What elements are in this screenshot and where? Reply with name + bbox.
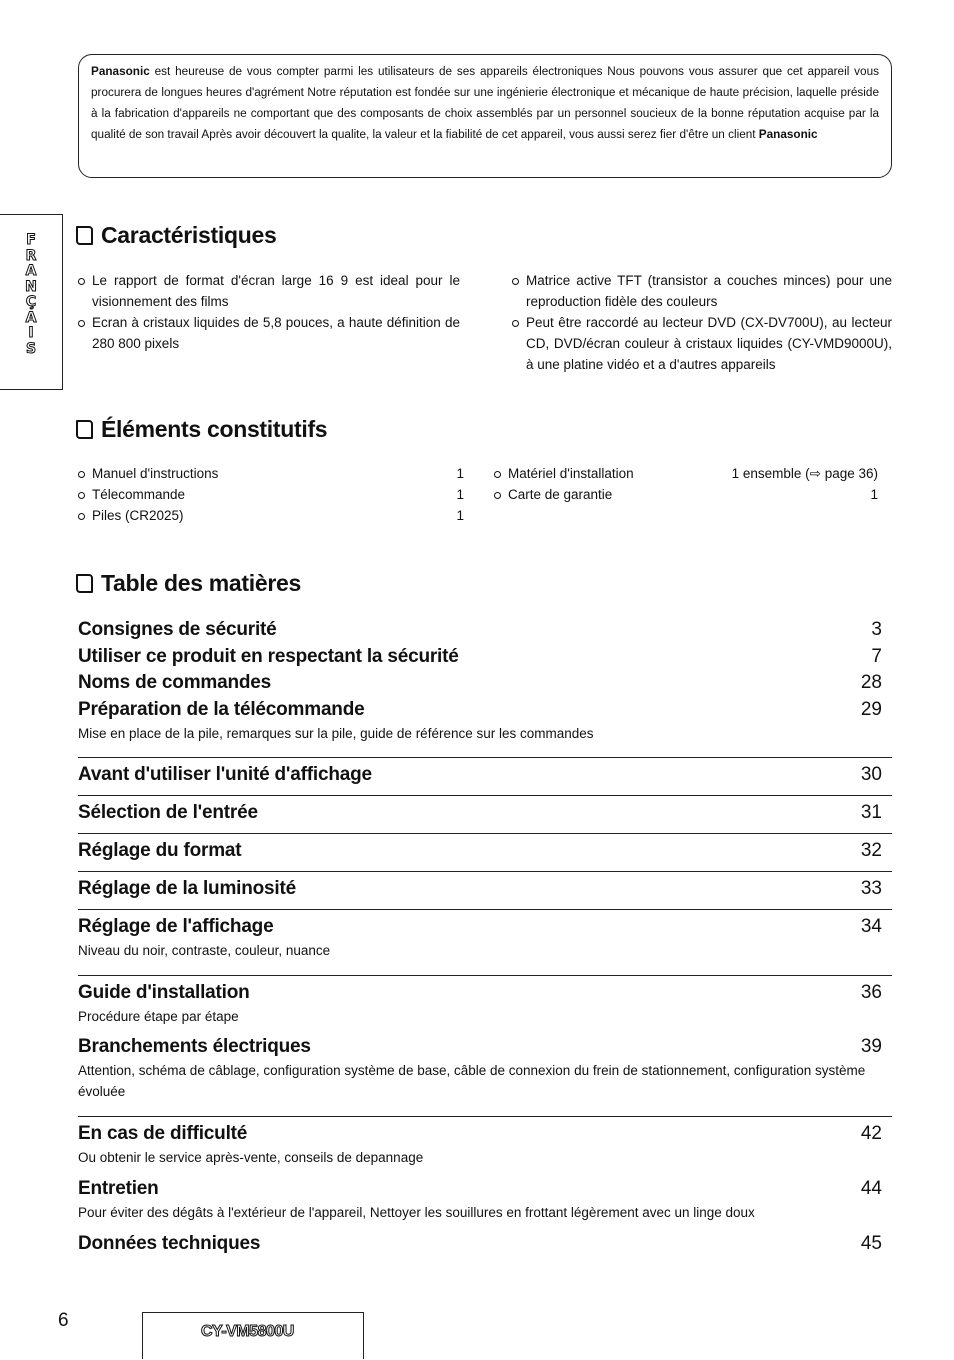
divider xyxy=(78,909,892,910)
toc-entry[interactable] xyxy=(78,840,892,862)
toc-entry[interactable] xyxy=(78,1123,892,1168)
toc-entry-title: Préparation de la télécommande xyxy=(78,699,365,720)
lang-letter: A xyxy=(25,309,37,326)
box-icon xyxy=(76,226,93,245)
page-number: 6 xyxy=(58,1310,69,1331)
divider xyxy=(78,795,892,796)
toc-entry-page: 3 xyxy=(871,619,882,640)
toc-entry-page: 44 xyxy=(860,1178,882,1199)
component-item xyxy=(494,484,878,505)
divider xyxy=(78,871,892,872)
lang-letter: R xyxy=(25,247,37,264)
toc-entry-title: Consignes de sécurité xyxy=(78,619,277,640)
component-qty: 1 xyxy=(456,487,464,502)
toc-entry-page: 39 xyxy=(860,1036,882,1057)
toc-entry-description: Procédure étape par étape xyxy=(78,1009,239,1024)
toc-entry[interactable] xyxy=(78,1036,892,1102)
toc-entry-title: Sélection de l'entrée xyxy=(78,802,258,823)
toc-entry-title: Réglage du format xyxy=(78,840,242,861)
toc-entry[interactable] xyxy=(78,672,892,694)
component-qty: 1 xyxy=(456,466,464,481)
lang-letter: I xyxy=(28,325,34,341)
component-item xyxy=(78,484,464,505)
toc-entry[interactable] xyxy=(78,878,892,900)
toc-entry-page: 28 xyxy=(860,672,882,693)
toc-entry-title: Utiliser ce produit en respectant la sécurité xyxy=(78,646,459,667)
toc-entry-page: 34 xyxy=(860,916,882,937)
divider xyxy=(78,975,892,976)
toc-entry-title: Entretien xyxy=(78,1178,159,1199)
component-name: Matériel d'installation xyxy=(508,466,634,481)
toc-entry[interactable] xyxy=(78,1178,892,1223)
brand-name-end: Panasonic xyxy=(758,128,818,141)
toc-entry-title: Branchements électriques xyxy=(78,1036,311,1057)
feature-item: Ecran à cristaux liquides de 5,8 pouces, a haute définition de 280 800 pixels xyxy=(78,312,460,354)
toc-entry-page: 45 xyxy=(860,1233,882,1254)
toc-entry-page: 36 xyxy=(860,982,882,1003)
components-heading xyxy=(76,416,327,443)
toc-entry[interactable] xyxy=(78,802,892,824)
box-icon xyxy=(76,574,93,593)
toc-entry[interactable] xyxy=(78,916,892,961)
toc-entry-page: 29 xyxy=(860,699,882,720)
toc-heading xyxy=(76,570,301,597)
intro-box xyxy=(78,54,892,178)
toc-entry-title: Réglage de la luminosité xyxy=(78,878,296,899)
feature-item: Peut être raccordé au lecteur DVD (CX-DV700U), au lecteur CD, DVD/écran couleur à cristaux liquides (CY-VMD9000U), à une platine vidéo et a d'autres appareils xyxy=(512,312,892,375)
toc-entry-description: Mise en place de la pile, remarques sur la pile, guide de référence sur les commandes xyxy=(78,726,594,741)
lang-letter: N xyxy=(25,278,37,295)
features-heading xyxy=(76,222,276,249)
box-icon xyxy=(76,420,93,439)
features-list-right xyxy=(512,270,892,375)
toc-entry-title: Données techniques xyxy=(78,1233,261,1254)
toc-entry-page: 42 xyxy=(860,1123,882,1144)
components-list-left xyxy=(78,463,464,526)
toc-entry-page: 30 xyxy=(860,764,882,785)
toc-entry-title: Noms de commandes xyxy=(78,672,271,693)
toc-entry[interactable] xyxy=(78,619,892,641)
components-list-right xyxy=(494,463,878,505)
component-qty: 1 xyxy=(870,487,878,502)
features-list-left xyxy=(78,270,460,354)
component-name: Carte de garantie xyxy=(508,487,613,502)
language-tab xyxy=(0,214,63,390)
component-name: Manuel d'instructions xyxy=(92,466,219,481)
toc-entry[interactable] xyxy=(78,646,892,668)
lang-letter: F xyxy=(26,232,36,248)
lang-letter: Ç xyxy=(25,294,37,310)
divider xyxy=(78,833,892,834)
toc-entry-page: 32 xyxy=(860,840,882,861)
toc-entry[interactable] xyxy=(78,1233,892,1255)
toc-entry-title: Réglage de l'affichage xyxy=(78,916,274,937)
component-qty: 1 ensemble (⇨ page 36) xyxy=(731,466,878,481)
intro-paragraph xyxy=(91,61,879,145)
toc-entry-title: En cas de difficulté xyxy=(78,1123,248,1144)
component-qty: 1 xyxy=(456,508,464,523)
divider xyxy=(78,1116,892,1117)
component-name: Piles (CR2025) xyxy=(92,508,184,523)
toc-entry-page: 7 xyxy=(871,646,882,667)
feature-item: Le rapport de format d'écran large 16 9 est ideal pour le visionnement des films xyxy=(78,270,460,312)
component-name: Télecommande xyxy=(92,487,186,502)
model-box xyxy=(142,1312,364,1359)
toc-title: Table des matières xyxy=(101,570,301,596)
toc-entry[interactable] xyxy=(78,982,892,1027)
toc-entry-page: 33 xyxy=(860,878,882,899)
toc-entry-description: Niveau du noir, contraste, couleur, nuance xyxy=(78,943,331,958)
lang-letter: S xyxy=(25,340,37,357)
toc-entry-title: Guide d'installation xyxy=(78,982,250,1003)
lang-letter: A xyxy=(25,263,37,279)
intro-text: est heureuse de vous compter parmi les utilisateurs de ses appareils électroniques Nous pouvons vous assurer que cet appareil vous procurera de longues heures d'agrément Notre réputation est fondée sur une ingénierie électronique et mécanique de haute précision, laquelle préside à la fabrication d'appareils ne comportant que des composants de choix assemblés par un personnel soucieux de la bonne réputation acquise par la qualité de son travail Après avoir découvert la qualite, la valeur et la fiabilité de cet appareil, vous aussi serez fier d'être un client xyxy=(91,65,879,141)
toc-entry-description: Pour éviter des dégâts à l'extérieur de l'appareil, Nettoyer les souillures en frottant légèrement avec un linge doux xyxy=(78,1205,755,1220)
component-item xyxy=(78,505,464,526)
component-item xyxy=(78,463,464,484)
feature-item: Matrice active TFT (transistor a couches minces) pour une reproduction fidèle des couleurs xyxy=(512,270,892,312)
features-title: Caractéristiques xyxy=(101,222,277,248)
toc-entry-description: Ou obtenir le service après-vente, conseils de depannage xyxy=(78,1150,424,1165)
toc-entry[interactable] xyxy=(78,764,892,786)
components-title: Éléments constitutifs xyxy=(101,416,328,442)
brand-name: Panasonic xyxy=(91,65,150,78)
toc-entry-description: Attention, schéma de câblage, configuration système de base, câble de connexion du frein de stationnement, configuration système évoluée xyxy=(78,1063,866,1099)
toc-entry[interactable] xyxy=(78,699,892,744)
component-item xyxy=(494,463,878,484)
model-name: CY-VM5800U xyxy=(201,1323,294,1340)
divider xyxy=(78,757,892,758)
toc-entry-page: 31 xyxy=(860,802,882,823)
language-tab-letters xyxy=(22,233,40,357)
toc-entry-title: Avant d'utiliser l'unité d'affichage xyxy=(78,764,372,785)
